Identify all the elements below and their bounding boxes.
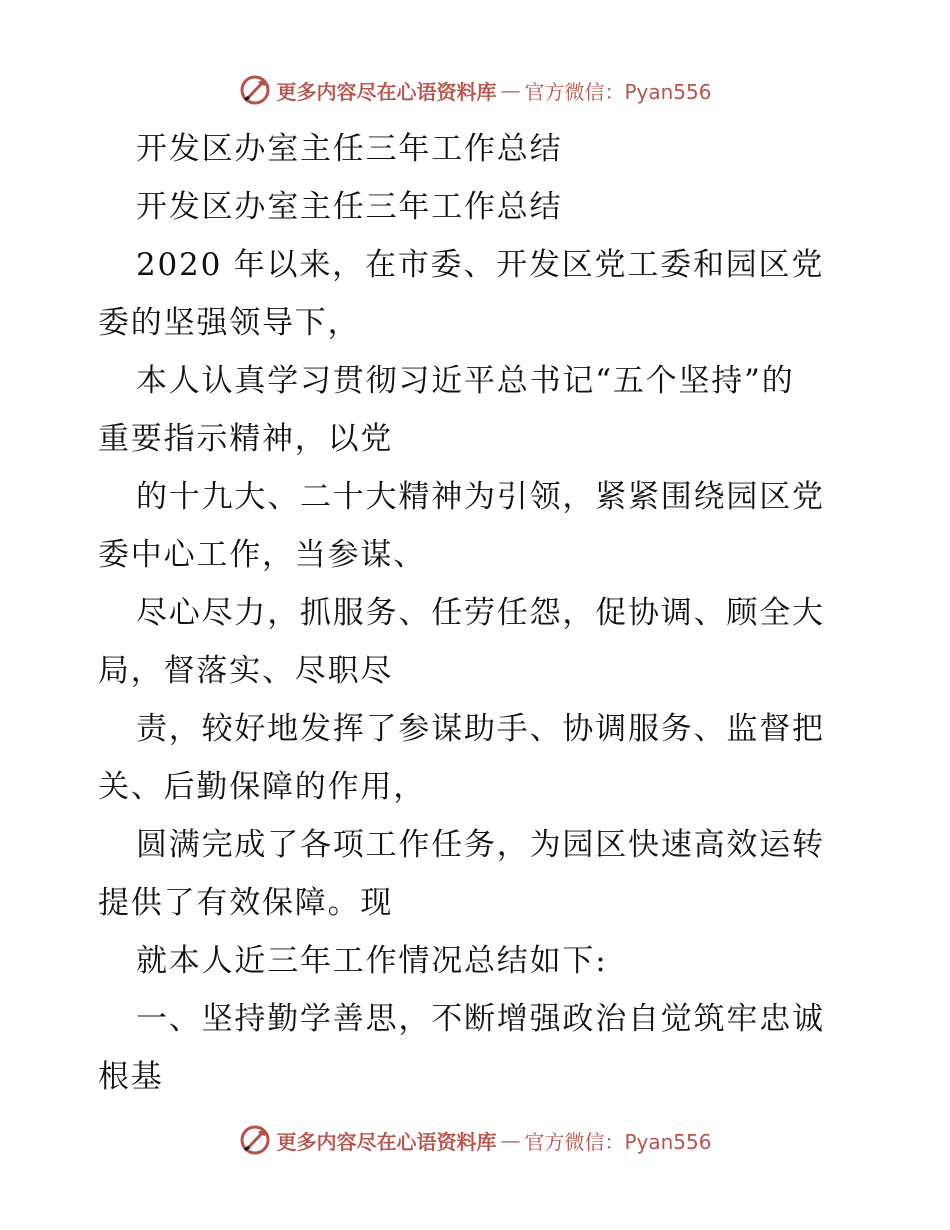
- watermark-brand: 更多内容尽在心语资料库: [276, 79, 497, 104]
- watermark-brand: 更多内容尽在心语资料库: [276, 1129, 497, 1154]
- doc-line: 委中心工作，当参谋、: [98, 537, 426, 573]
- document-body: [98, 120, 858, 1106]
- doc-line: 就本人近三年工作情况总结如下:: [136, 943, 608, 979]
- section-heading: 一、坚持勤学善思，不断增强政治自觉筑牢忠诚: [136, 1001, 825, 1037]
- doc-line: 关、后勤保障的作用，: [98, 769, 426, 805]
- watermark-separator: —: [500, 1128, 521, 1152]
- doc-line: 尽心尽力，抓服务、任劳任怨，促协调、顾全大: [136, 595, 825, 631]
- doc-line: 根基: [98, 1059, 164, 1095]
- doc-line: 本人认真学习贯彻习近平总书记“五个坚持”的: [136, 363, 795, 399]
- watermark-contact: 官方微信：Pyan556: [524, 79, 712, 104]
- watermark-contact: 官方微信：Pyan556: [524, 1129, 712, 1154]
- doc-line: 提供了有效保障。现: [98, 885, 394, 921]
- doc-line: 重要指示精神，以党: [98, 421, 394, 457]
- doc-line: 委的坚强领导下，: [98, 305, 361, 341]
- doc-line: 圆满完成了各项工作任务，为园区快速高效运转: [136, 827, 825, 863]
- watermark-banner-top: [0, 70, 950, 110]
- doc-line: 2020 年以来，在市委、开发区党工委和园区党: [136, 247, 825, 283]
- watermark-separator: —: [500, 78, 521, 102]
- doc-line: 的十九大、二十大精神为引领，紧紧围绕园区党: [136, 479, 825, 515]
- quill-logo-icon: [238, 73, 272, 107]
- doc-line: 局，督落实、尽职尽: [98, 653, 394, 689]
- doc-line: 责，较好地发挥了参谋助手、协调服务、监督把: [136, 711, 825, 747]
- watermark-banner-bottom: [0, 1120, 950, 1160]
- doc-line: 开发区办室主任三年工作总结: [136, 189, 563, 225]
- doc-line: 开发区办室主任三年工作总结: [136, 131, 563, 167]
- quill-logo-icon: [238, 1123, 272, 1157]
